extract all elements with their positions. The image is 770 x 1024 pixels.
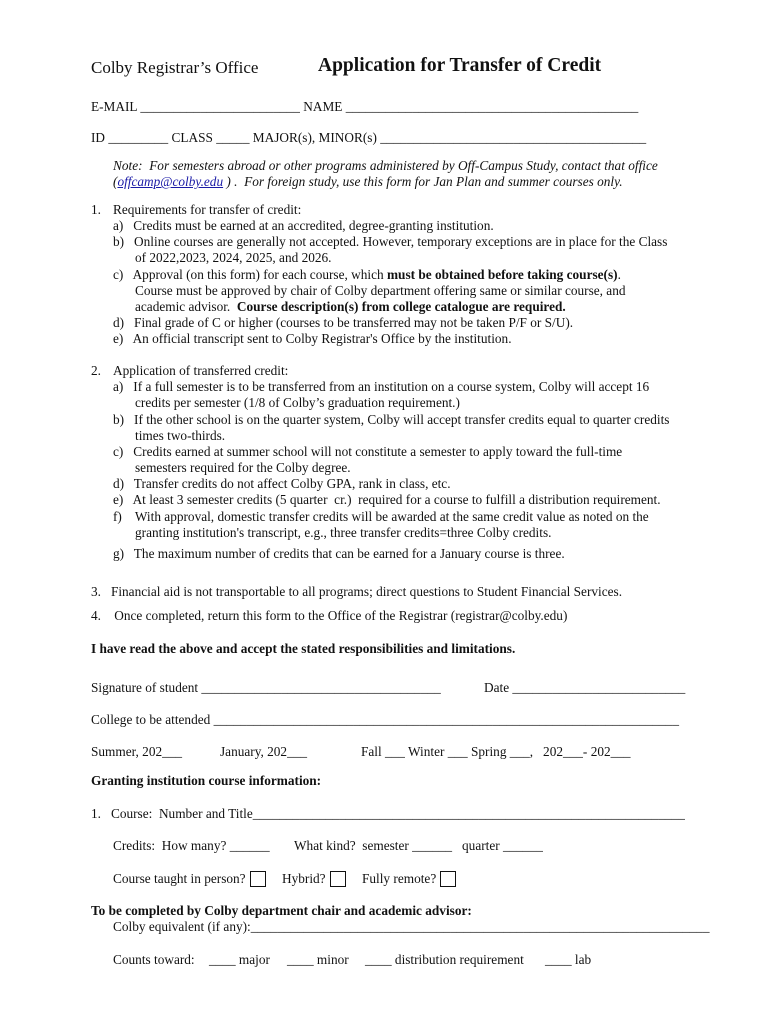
counts-minor-field[interactable]: ____ minor — [287, 952, 349, 967]
section-2-item-c: c) Credits earned at summer school will not constitute a semester to apply toward the full-time — [113, 444, 623, 459]
counts-toward-label: Counts toward: — [113, 952, 195, 967]
colby-equivalent-field[interactable]: Colby equivalent (if any):_____________________________________________________________________ — [113, 919, 710, 934]
college-field[interactable]: College to be attended ______________________________________________________________________ — [91, 712, 679, 727]
section-2-item-a-cont: credits per semester (1/8 of Colby’s graduation requirement.) — [135, 395, 460, 410]
c3-bold-text: Course description(s) from college catalogue are required. — [236, 299, 566, 314]
note-line-1: Note: For semesters abroad or other programs administered by Off-Campus Study, contact that office — [113, 158, 658, 173]
section-1-item-c-cont-2 — [135, 299, 566, 315]
credits-kind-field[interactable]: What kind? semester ______ quarter ______ — [294, 838, 543, 853]
section-2-item-d: d) Transfer credits do not affect Colby GPA, rank in class, etc. — [113, 476, 451, 491]
section-1-item-e: e) An official transcript sent to Colby Registrar's Office by the institution. — [113, 331, 512, 346]
section-1-item-b: b) Online courses are generally not accepted. However, temporary exceptions are in place for the Class — [113, 234, 668, 249]
acceptance-statement: I have read the above and accept the stated responsibilities and limitations. — [91, 641, 516, 656]
counts-lab-field[interactable]: ____ lab — [545, 952, 592, 967]
course-number-title-field[interactable]: 1. Course: Number and Title_________________________________________________________________ — [91, 806, 685, 821]
in-person-option — [113, 871, 266, 887]
section-1-heading: Requirements for transfer of credit: — [113, 202, 302, 217]
in-person-checkbox[interactable] — [250, 871, 266, 887]
summer-term-field[interactable]: Summer, 202___ — [91, 744, 183, 759]
section-2-item-a: a) If a full semester is to be transferred from an institution on a course system, Colby will accept 16 — [113, 379, 650, 394]
hybrid-option — [282, 871, 346, 887]
section-2-item-b: b) If the other school is on the quarter system, Colby will accept transfer credits equal to quarter credits — [113, 412, 670, 427]
c-period: . — [617, 267, 621, 282]
january-term-field[interactable]: January, 202___ — [220, 744, 308, 759]
section-4: 4. Once completed, return this form to the Office of the Registrar (registrar@colby.edu) — [91, 608, 568, 623]
remote-label: Fully remote? — [362, 871, 437, 886]
hybrid-label: Hybrid? — [282, 871, 326, 886]
section-2-item-g: g) The maximum number of credits that can be earned for a January course is three. — [113, 546, 565, 561]
form-title: Application for Transfer of Credit — [318, 55, 602, 76]
offcamp-email-link[interactable]: offcamp@colby.edu — [117, 174, 224, 189]
counts-major-field[interactable]: ____ major — [209, 952, 270, 967]
c3-text: academic advisor. — [135, 299, 237, 314]
in-person-label: Course taught in person? — [113, 871, 246, 886]
section-2-item-f-cont: granting institution's transcript, e.g., three transfer credits=three Colby credits. — [135, 525, 552, 540]
academic-term-field[interactable]: Fall ___ Winter ___ Spring ___, 202___- 202___ — [361, 744, 631, 759]
id-class-major-field[interactable]: ID _________ CLASS _____ MAJOR(s), MINOR(s) ________________________________________ — [91, 130, 647, 145]
section-1-item-b-cont: of 2022,2023, 2024, 2025, and 2026. — [135, 250, 332, 265]
granting-institution-heading: Granting institution course information: — [91, 773, 322, 788]
note-paren: ( — [113, 174, 118, 189]
section-2-item-b-cont: times two-thirds. — [135, 428, 226, 443]
section-1-item-a: a) Credits must be earned at an accredited, degree-granting institution. — [113, 218, 494, 233]
section-1-item-c — [113, 267, 621, 283]
section-3: 3. Financial aid is not transportable to all programs; direct questions to Student Financial Services. — [91, 584, 623, 599]
section-2-number: 2. — [91, 363, 101, 378]
section-1-number: 1. — [91, 202, 101, 217]
section-2-heading: Application of transferred credit: — [113, 363, 289, 378]
counts-distribution-field[interactable]: ____ distribution requirement — [365, 952, 524, 967]
note-line-2 — [113, 174, 623, 190]
email-name-field[interactable]: E-MAIL ________________________ NAME ____________________________________________ — [91, 99, 639, 114]
office-name: Colby Registrar’s Office — [91, 58, 259, 77]
c-text: c) Approval (on this form) for each course, which — [113, 267, 387, 282]
section-1-item-c-cont: Course must be approved by chair of Colby department offering same or similar course, and — [135, 283, 626, 298]
remote-checkbox[interactable] — [440, 871, 456, 887]
credits-how-many-field[interactable]: Credits: How many? ______ — [113, 838, 270, 853]
section-1-item-d: d) Final grade of C or higher (courses to be transferred may not be taken P/F or S/U). — [113, 315, 574, 330]
student-signature-field[interactable]: Signature of student ____________________________________ — [91, 680, 441, 695]
section-2-item-c-cont: semesters required for the Colby degree. — [135, 460, 351, 475]
section-2-item-e: e) At least 3 semester credits (5 quarter cr.) required for a course to fulfill a distribution requirement. — [113, 492, 661, 507]
department-heading: To be completed by Colby department chair and academic advisor: — [91, 903, 472, 918]
note-line-2-rest: ) . For foreign study, use this form for Jan Plan and summer courses only. — [223, 174, 623, 189]
section-2-item-f: f) With approval, domestic transfer credits will be awarded at the same credit value as noted on the — [113, 509, 649, 524]
c-bold-text: must be obtained before taking course(s) — [386, 267, 618, 282]
date-field[interactable]: Date __________________________ — [484, 680, 686, 695]
remote-option — [362, 871, 456, 887]
hybrid-checkbox[interactable] — [330, 871, 346, 887]
